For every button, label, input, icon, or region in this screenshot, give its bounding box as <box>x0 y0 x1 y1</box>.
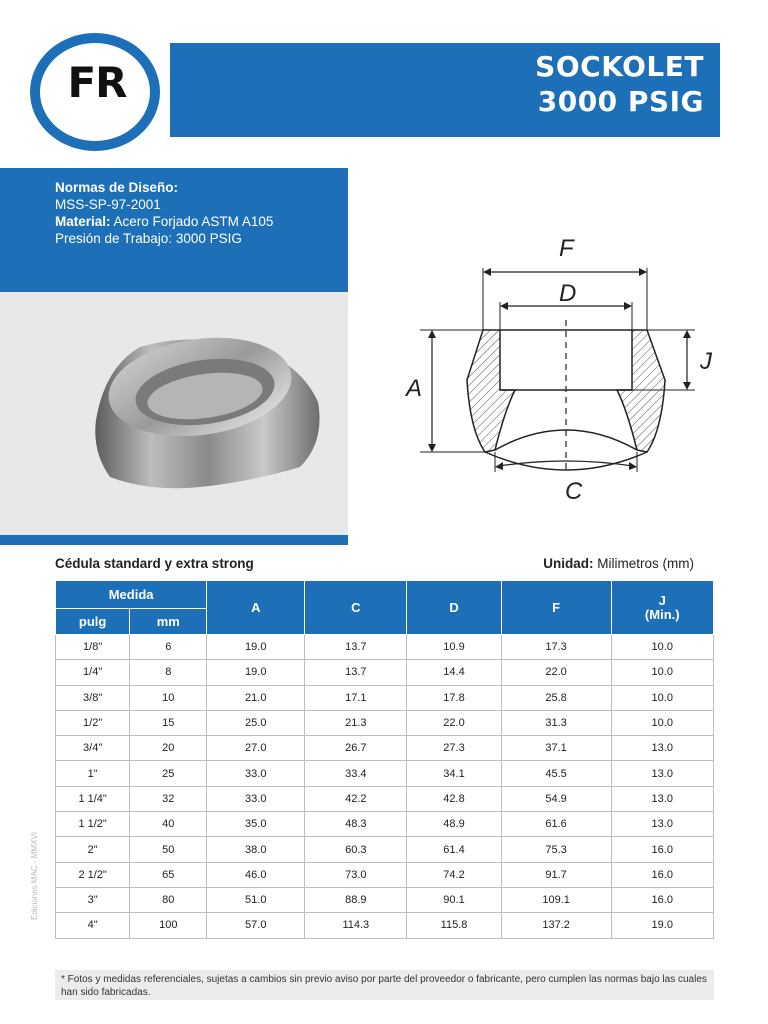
table-cell: 115.8 <box>407 913 501 938</box>
table-cell: 22.0 <box>501 660 611 685</box>
table-cell: 1/4" <box>56 660 130 685</box>
material-line <box>55 213 273 230</box>
table-cell: 37.1 <box>501 736 611 761</box>
table-cell: 38.0 <box>207 837 305 862</box>
label-D: D <box>559 280 577 307</box>
table-cell: 35.0 <box>207 812 305 837</box>
table-cell: 16.0 <box>611 837 714 862</box>
table-cell: 19.0 <box>207 635 305 660</box>
table-cell: 13.0 <box>611 812 714 837</box>
header-A: A <box>207 581 305 635</box>
table-cell: 8 <box>130 660 207 685</box>
normas-label: Normas de Diseño: <box>55 180 179 195</box>
table-cell: 31.3 <box>501 710 611 735</box>
table-row <box>56 812 714 837</box>
table-cell: 1/2" <box>56 710 130 735</box>
table-cell: 17.3 <box>501 635 611 660</box>
table-cell: 26.7 <box>305 736 407 761</box>
table-cell: 65 <box>130 862 207 887</box>
table-cell: 57.0 <box>207 913 305 938</box>
table-caption: Cédula standard y extra strong <box>55 556 254 571</box>
table-row <box>56 736 714 761</box>
table-cell: 3/4" <box>56 736 130 761</box>
unit-label: Unidad: <box>543 556 594 571</box>
table-row <box>56 837 714 862</box>
table-cell: 6 <box>130 635 207 660</box>
table-cell: 10.0 <box>611 635 714 660</box>
unit-value: Milimetros (mm) <box>593 556 694 571</box>
table-cell: 100 <box>130 913 207 938</box>
table-cell: 16.0 <box>611 862 714 887</box>
table-cell: 33.4 <box>305 761 407 786</box>
table-row <box>56 913 714 938</box>
header-J <box>611 581 714 635</box>
presion-line: Presión de Trabajo: 3000 PSIG <box>55 231 242 246</box>
table-cell: 90.1 <box>407 887 501 912</box>
table-row <box>56 862 714 887</box>
table-cell: 32 <box>130 786 207 811</box>
table-cell: 42.2 <box>305 786 407 811</box>
table-cell: 17.1 <box>305 685 407 710</box>
footer-note: * Fotos y medidas referenciales, sujetas a cambios sin previo aviso por parte del proveedor o fabricante, pero cumplen las normas bajo las cuales han sido fabricadas. <box>55 970 714 1000</box>
table-cell: 61.6 <box>501 812 611 837</box>
table-cell: 14.4 <box>407 660 501 685</box>
label-C: C <box>565 478 583 505</box>
table-cell: 27.3 <box>407 736 501 761</box>
header-F: F <box>501 581 611 635</box>
table-cell: 21.0 <box>207 685 305 710</box>
table-cell: 60.3 <box>305 837 407 862</box>
table-cell: 73.0 <box>305 862 407 887</box>
product-photo <box>0 292 348 535</box>
label-A: A <box>406 375 423 402</box>
table-cell: 1 1/4" <box>56 786 130 811</box>
table-cell: 40 <box>130 812 207 837</box>
table-cell: 10.0 <box>611 710 714 735</box>
dimension-diagram <box>395 230 735 510</box>
table-cell: 48.3 <box>305 812 407 837</box>
table-cell: 17.8 <box>407 685 501 710</box>
table-cell: 75.3 <box>501 837 611 862</box>
table-cell: 13.0 <box>611 736 714 761</box>
table-cell: 33.0 <box>207 761 305 786</box>
sockolet-image <box>0 292 348 535</box>
material-label: Material: <box>55 214 111 229</box>
table-cell: 10.0 <box>611 685 714 710</box>
table-row <box>56 786 714 811</box>
table-row <box>56 685 714 710</box>
table-cell: 13.0 <box>611 761 714 786</box>
table-cell: 109.1 <box>501 887 611 912</box>
table-cell: 27.0 <box>207 736 305 761</box>
product-title-line1: SOCKOLET <box>535 50 704 83</box>
table-cell: 1 1/2" <box>56 812 130 837</box>
table-cell: 88.9 <box>305 887 407 912</box>
table-cell: 51.0 <box>207 887 305 912</box>
table-cell: 19.0 <box>207 660 305 685</box>
normas-value: MSS-SP-97-2001 <box>55 197 161 212</box>
table-cell: 1/8" <box>56 635 130 660</box>
table-cell: 4" <box>56 913 130 938</box>
table-cell: 54.9 <box>501 786 611 811</box>
table-cell: 3/8" <box>56 685 130 710</box>
header-D: D <box>407 581 501 635</box>
table-cell: 34.1 <box>407 761 501 786</box>
photo-accent-bar <box>0 535 348 545</box>
table-cell: 74.2 <box>407 862 501 887</box>
table-row <box>56 710 714 735</box>
table-cell: 33.0 <box>207 786 305 811</box>
logo-text: FR <box>67 58 127 107</box>
table-cell: 25 <box>130 761 207 786</box>
table-cell: 91.7 <box>501 862 611 887</box>
specs-panel <box>0 168 348 292</box>
table-cell: 45.5 <box>501 761 611 786</box>
table-cell: 3" <box>56 887 130 912</box>
header-mm: mm <box>130 609 207 635</box>
label-J: J <box>700 348 712 375</box>
product-title-line2: 3000 PSIG <box>537 85 704 118</box>
table-row <box>56 660 714 685</box>
side-credit: Ediciones MAC - MMXVI <box>30 831 39 920</box>
label-F: F <box>559 235 574 262</box>
table-cell: 10.9 <box>407 635 501 660</box>
table-cell: 137.2 <box>501 913 611 938</box>
table-cell: 15 <box>130 710 207 735</box>
table-cell: 2 1/2" <box>56 862 130 887</box>
table-cell: 48.9 <box>407 812 501 837</box>
table-cell: 22.0 <box>407 710 501 735</box>
material-value: Acero Forjado ASTM A105 <box>110 214 274 229</box>
unit-caption <box>543 556 694 571</box>
table-cell: 13.7 <box>305 635 407 660</box>
table-cell: 10 <box>130 685 207 710</box>
table-cell: 10.0 <box>611 660 714 685</box>
header-pulg: pulg <box>56 609 130 635</box>
header-J-label: J <box>658 592 666 608</box>
table-cell: 1" <box>56 761 130 786</box>
table-cell: 61.4 <box>407 837 501 862</box>
table-cell: 19.0 <box>611 913 714 938</box>
table-cell: 42.8 <box>407 786 501 811</box>
table-cell: 13.0 <box>611 786 714 811</box>
header-J-sub: (Min.) <box>644 606 680 622</box>
header-medida: Medida <box>56 581 207 609</box>
table-cell: 25.0 <box>207 710 305 735</box>
table-cell: 13.7 <box>305 660 407 685</box>
table-row <box>56 761 714 786</box>
table-cell: 21.3 <box>305 710 407 735</box>
table-row <box>56 635 714 660</box>
table-cell: 2" <box>56 837 130 862</box>
table-cell: 25.8 <box>501 685 611 710</box>
table-body <box>56 635 714 939</box>
table-row <box>56 887 714 912</box>
dimensions-table <box>55 580 714 939</box>
table-cell: 20 <box>130 736 207 761</box>
table-cell: 80 <box>130 887 207 912</box>
table-cell: 46.0 <box>207 862 305 887</box>
header-C: C <box>305 581 407 635</box>
table-cell: 50 <box>130 837 207 862</box>
table-cell: 114.3 <box>305 913 407 938</box>
table-cell: 16.0 <box>611 887 714 912</box>
